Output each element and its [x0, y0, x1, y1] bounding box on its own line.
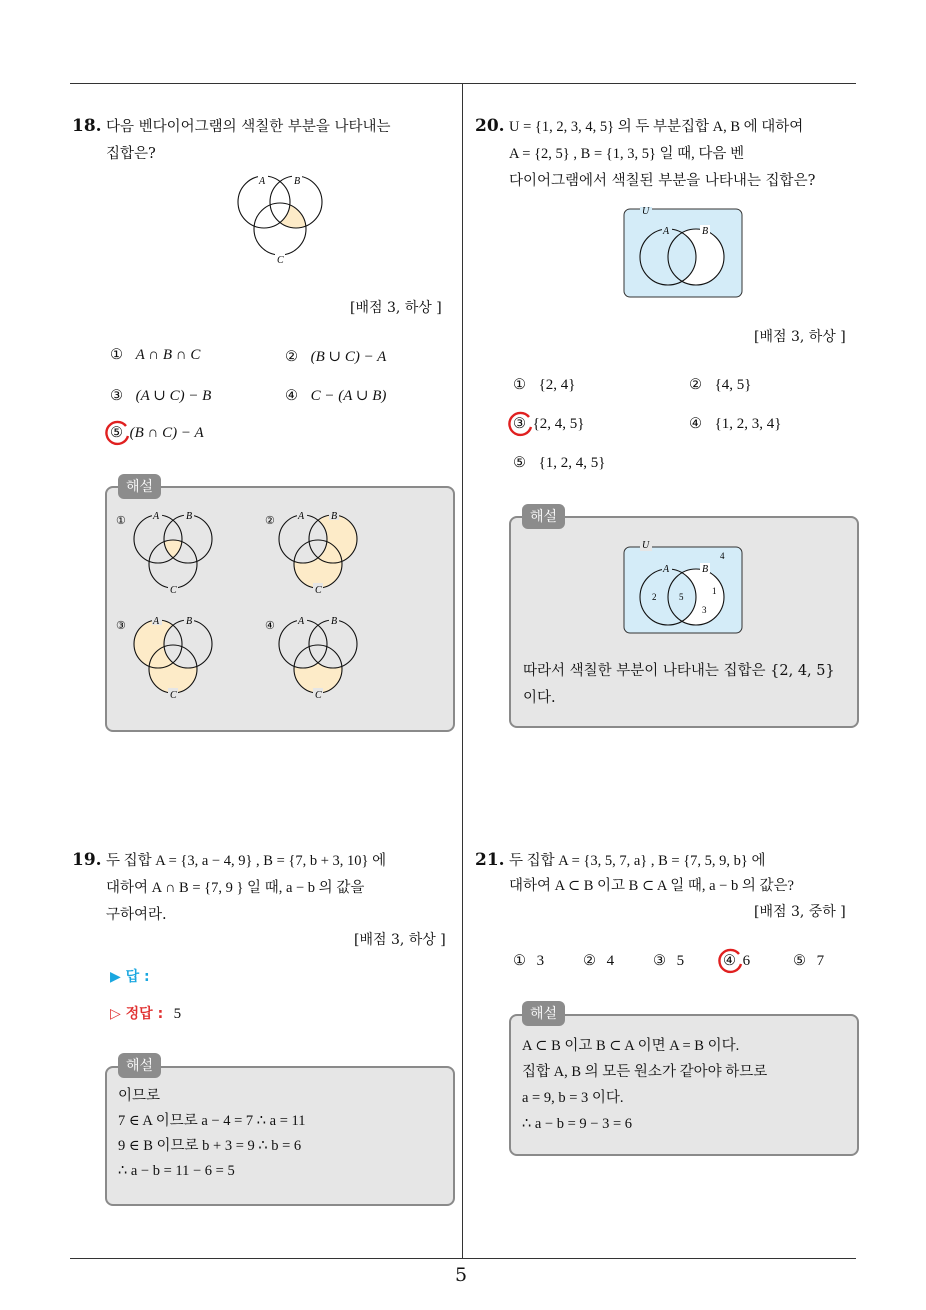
label-a: A: [153, 511, 160, 522]
label-c: C: [170, 585, 177, 596]
score-label: [배점 3, 하상 ]: [754, 329, 846, 345]
choice-text: 6: [742, 953, 751, 969]
score-label: [배점 3, 하상 ]: [350, 300, 442, 316]
choice-text: (B ∪ C) − A: [310, 349, 387, 365]
venn-number: 4: [720, 551, 725, 561]
question-number: 21.: [475, 850, 505, 870]
choice-number: ③: [653, 953, 666, 969]
question-number: 18.: [72, 116, 102, 136]
question-text-line1: U = {1, 2, 3, 4, 5} 의 두 부분집합 A, B 에 대하여: [509, 119, 804, 135]
choice-5[interactable]: [793, 953, 824, 970]
choice-1[interactable]: [513, 377, 576, 394]
solution-line: 7 ∈ A 이므로 a − 4 = 7 ∴ a = 11: [118, 1113, 306, 1129]
label-c: C: [315, 690, 322, 701]
venn-label-a: A: [259, 176, 266, 187]
correct-answer-label: ▷ 정답 :: [110, 1006, 164, 1022]
label-a: A: [298, 511, 305, 522]
choice-number: ③: [110, 388, 123, 404]
choice-number: ①: [513, 377, 526, 393]
choice-number: ②: [689, 377, 702, 393]
label-b: B: [186, 511, 193, 522]
choice-3[interactable]: [110, 386, 211, 405]
label-a: A: [298, 616, 305, 627]
score-label: [배점 3, 중하 ]: [754, 904, 846, 920]
choice-text: {2, 4}: [538, 377, 576, 393]
correct-answer-value: 5: [173, 1006, 182, 1022]
label-b: B: [186, 616, 193, 627]
choice-4[interactable]: [285, 386, 386, 405]
solution-line: 이므로: [118, 1088, 161, 1104]
choice-1[interactable]: [513, 953, 544, 970]
question-text-line3: 구하여라.: [106, 907, 167, 923]
label-c: C: [170, 690, 177, 701]
venn-label-a: A: [663, 226, 670, 237]
solution-tag: 해설: [118, 474, 161, 499]
question-text-line2: 집합은?: [106, 146, 156, 162]
venn-label-b: B: [702, 226, 709, 237]
question-text-line2: A = {2, 5} , B = {1, 3, 5} 일 때, 다음 벤: [509, 146, 745, 162]
venn-number: 5: [679, 592, 684, 602]
choice-text: 5: [676, 953, 685, 969]
choice-number: ①: [110, 347, 123, 363]
choice-text: 4: [606, 953, 615, 969]
venn-number: 2: [652, 592, 657, 602]
solution-line: ∴ a − b = 11 − 6 = 5: [118, 1163, 235, 1179]
label-a: A: [153, 616, 160, 627]
venn-label-u: U: [642, 541, 650, 551]
choice-text: {2, 4, 5}: [532, 416, 585, 432]
venn-label-b: B: [294, 176, 301, 187]
choice-number: ④: [689, 416, 702, 432]
choice-text: 7: [816, 953, 825, 969]
venn-label-b: B: [702, 564, 709, 575]
solution-tag: 해설: [118, 1053, 161, 1078]
diagram-number: ③: [116, 620, 126, 632]
solution-text: [522, 1033, 767, 1137]
choice-text: 3: [536, 953, 545, 969]
diagram-number: ①: [116, 515, 126, 527]
choice-2[interactable]: [285, 347, 386, 366]
choice-4[interactable]: [689, 416, 782, 433]
answer-mark-circle: [505, 409, 535, 439]
choice-number: ③: [513, 416, 526, 432]
solution-line: 집합 A, B 의 모든 원소가 같아야 하므로: [522, 1064, 768, 1080]
choice-number: ②: [583, 953, 596, 969]
choice-number: ②: [285, 349, 298, 365]
venn-diagram: [232, 172, 332, 268]
solution-line: 9 ∈ B 이므로 b + 3 = 9 ∴ b = 6: [118, 1138, 302, 1154]
question-number: 19.: [72, 850, 102, 870]
answer-mark-circle: [715, 946, 745, 976]
label-c: C: [315, 585, 322, 596]
question-text-line1: 다음 벤다이어그램의 색칠한 부분을 나타내는: [106, 119, 391, 135]
question-number: 20.: [475, 116, 505, 136]
choice-text: {4, 5}: [714, 377, 752, 393]
question-text-line2: 대하여 A ⊂ B 이고 B ⊂ A 일 때, a − b 의 값은?: [509, 878, 794, 894]
answer-mark-circle: [102, 418, 132, 448]
venn-number: 1: [712, 586, 717, 596]
venn-number: 3: [702, 605, 707, 615]
choice-text: (A ∪ C) − B: [135, 388, 212, 404]
column-divider: [462, 84, 463, 1258]
page-number: 5: [455, 1264, 468, 1286]
choice-text: A ∩ B ∩ C: [135, 347, 201, 363]
choice-number: ④: [285, 388, 298, 404]
solution-line: 이다.: [523, 690, 556, 706]
venn-label-c: C: [277, 255, 284, 266]
choice-1[interactable]: [110, 347, 200, 364]
solution-line: A ⊂ B 이고 B ⊂ A 이면 A = B 이다.: [522, 1038, 740, 1054]
diagram-number: ②: [265, 515, 275, 527]
solution-line: ∴ a − b = 9 − 3 = 6: [522, 1116, 632, 1132]
choice-2[interactable]: [689, 377, 752, 394]
choice-5[interactable]: [513, 455, 606, 472]
solution-line: 따라서 색칠한 부분이 나타내는 집합은 {2, 4, 5}: [523, 663, 835, 679]
question-text-line2: 대하여 A ∩ B = {7, 9 } 일 때, a − b 의 값을: [106, 880, 365, 896]
choice-number: ①: [513, 953, 526, 969]
choice-text: (B ∩ C) − A: [129, 425, 204, 441]
choice-text: {1, 2, 3, 4}: [714, 416, 782, 432]
choice-text: C − (A ∪ B): [310, 388, 387, 404]
question-text-line1: 두 집합 A = {3, a − 4, 9} , B = {7, b + 3, 10} 에: [106, 853, 387, 869]
solution-venn-diagram: [622, 541, 746, 635]
question-text-line3: 다이어그램에서 색칠된 부분을 나타내는 집합은?: [509, 173, 816, 189]
solution-line: a = 9, b = 3 이다.: [522, 1090, 624, 1106]
correct-answer: [110, 1003, 181, 1023]
venn-label-u: U: [642, 207, 650, 217]
solution-tag: 해설: [522, 1001, 565, 1026]
top-rule: [70, 83, 856, 84]
question-text-line1: 두 집합 A = {3, 5, 7, a} , B = {7, 5, 9, b} 에: [509, 853, 766, 869]
choice-3[interactable]: [653, 953, 684, 970]
choice-number: ⑤: [110, 425, 123, 441]
label-b: B: [331, 511, 338, 522]
solution-tag: 해설: [522, 504, 565, 529]
score-label: [배점 3, 하상 ]: [354, 932, 446, 948]
choice-2[interactable]: [583, 953, 614, 970]
venn-diagram: [622, 207, 746, 301]
solution-text: [118, 1084, 305, 1184]
diagram-number: ④: [265, 620, 275, 632]
choice-number: ⑤: [793, 953, 806, 969]
choice-text: {1, 2, 4, 5}: [538, 455, 606, 471]
choice-number: ④: [723, 953, 736, 969]
bottom-rule: [70, 1258, 856, 1259]
label-b: B: [331, 616, 338, 627]
choice-number: ⑤: [513, 455, 526, 471]
solution-venn-diagrams: [112, 505, 452, 720]
venn-label-a: A: [663, 564, 670, 575]
answer-label: ▶ 답 :: [110, 969, 150, 985]
